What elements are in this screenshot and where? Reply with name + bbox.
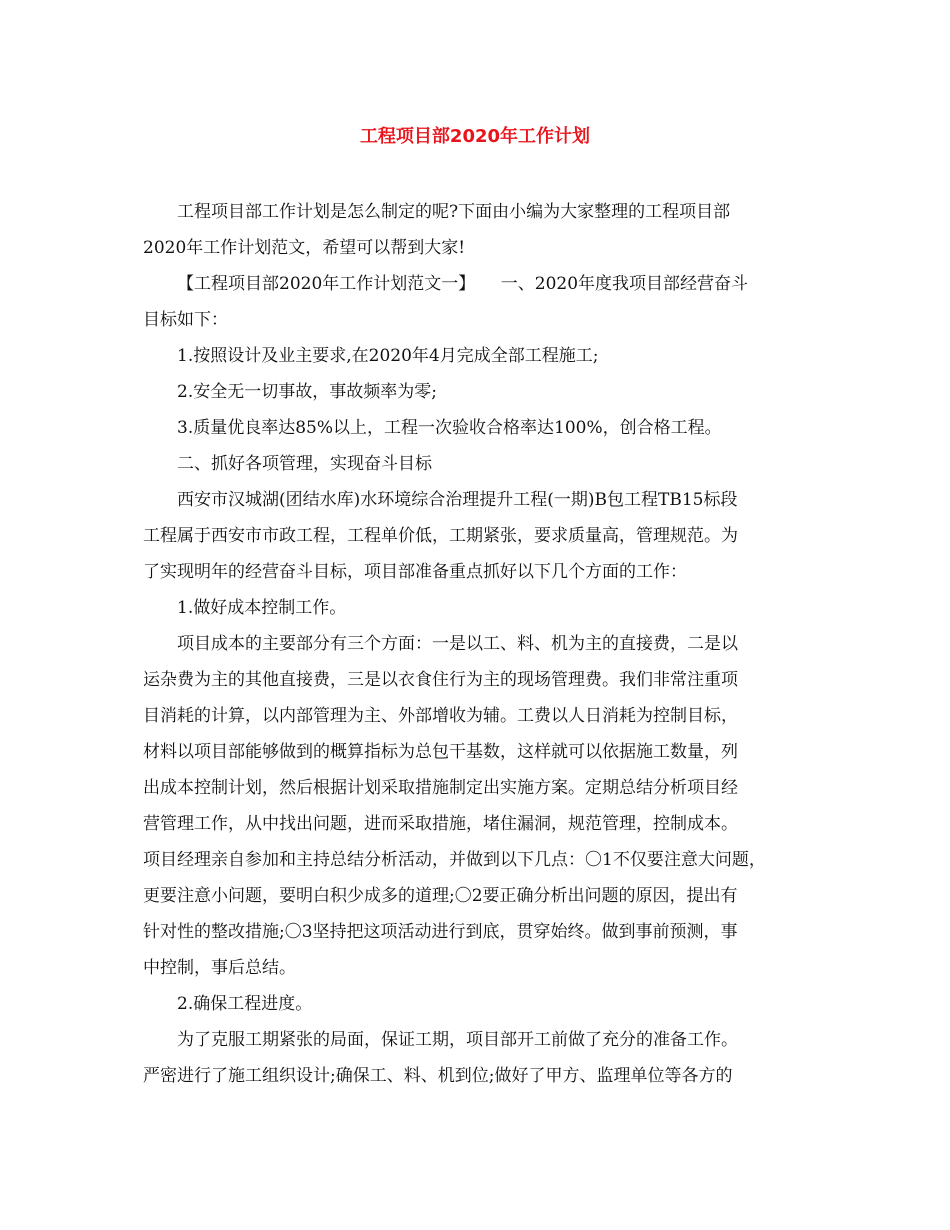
document-title: 工程项目部2020年工作计划 xyxy=(359,126,591,147)
paragraph-line: 运杂费为主的其他直接费，三是以衣食住行为主的现场管理费。我们非常注重项 xyxy=(143,670,738,690)
paragraph-line: 西安市汉城湖(团结水库)水环境综合治理提升工程(一期)B包工程TB15标段 xyxy=(177,490,738,510)
paragraph-line: 【工程项目部2020年工作计划范文一】 一、2020年度我项目部经营奋斗 xyxy=(177,274,749,294)
paragraph-line: 中控制，事后总结。 xyxy=(143,958,296,978)
paragraph-line: 出成本控制计划，然后根据计划采取措施制定出实施方案。定期总结分析项目经 xyxy=(143,778,738,798)
paragraph-line: 严密进行了施工组织设计;确保工、料、机到位;做好了甲方、监理单位等各方的 xyxy=(143,1066,733,1086)
paragraph-line: 1.按照设计及业主要求,在2020年4月完成全部工程施工; xyxy=(177,346,599,366)
paragraph-line: 工程属于西安市市政工程，工程单价低，工期紧张，要求质量高，管理规范。为 xyxy=(143,526,738,546)
paragraph-line: 了实现明年的经营奋斗目标，项目部准备重点抓好以下几个方面的工作： xyxy=(143,562,687,582)
paragraph-line: 2.确保工程进度。 xyxy=(177,994,313,1014)
paragraph-line: 1.做好成本控制工作。 xyxy=(177,598,347,618)
document-body xyxy=(143,194,833,1094)
paragraph-line: 工程项目部工作计划是怎么制定的呢?下面由小编为大家整理的工程项目部 xyxy=(177,202,731,222)
paragraph-line: 为了克服工期紧张的局面，保证工期，项目部开工前做了充分的准备工作。 xyxy=(177,1030,738,1050)
paragraph-line: 目消耗的计算，以内部管理为主、外部增收为辅。工费以人日消耗为控制目标， xyxy=(143,706,738,726)
paragraph-line: 3.质量优良率达85%以上，工程一次验收合格率达100%，创合格工程。 xyxy=(177,418,722,438)
paragraph-line: 二、抓好各项管理，实现奋斗目标 xyxy=(177,454,432,474)
paragraph-line: 针对性的整改措施;〇3坚持把这项活动进行到底，贯穿始终。做到事前预测，事 xyxy=(143,922,738,942)
paragraph-line: 2020年工作计划范文，希望可以帮到大家! xyxy=(143,238,466,258)
paragraph-line: 材料以项目部能够做到的概算指标为总包干基数，这样就可以依据施工数量，列 xyxy=(143,742,738,762)
paragraph-line: 目标如下： xyxy=(143,310,228,330)
paragraph-line: 项目经理亲自参加和主持总结分析活动，并做到以下几点：〇1不仅要注意大问题， xyxy=(143,850,766,870)
paragraph-line: 更要注意小问题，要明白积少成多的道理;〇2要正确分析出问题的原因，提出有 xyxy=(143,886,738,906)
paragraph-line: 2.安全无一切事故，事故频率为零; xyxy=(177,382,437,402)
paragraph-line: 营管理工作，从中找出问题，进而采取措施，堵住漏洞，规范管理，控制成本。 xyxy=(143,814,738,834)
paragraph-line: 项目成本的主要部分有三个方面：一是以工、料、机为主的直接费，二是以 xyxy=(177,634,738,654)
